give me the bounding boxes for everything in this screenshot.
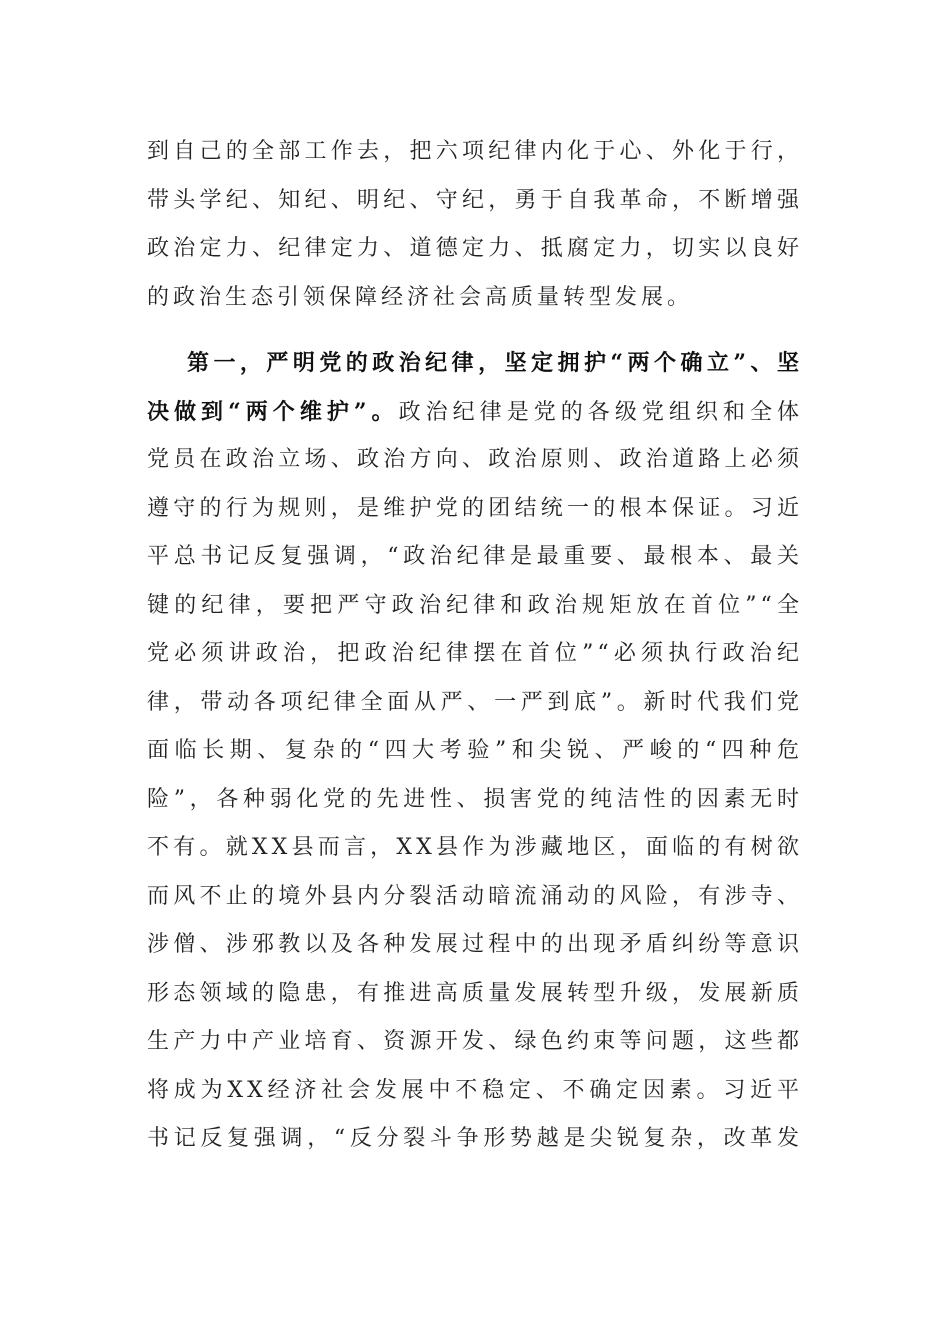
- text-line: 带头学纪、知纪、明纪、守纪，勇于自我革命，不断增强: [147, 187, 803, 213]
- document-body: [147, 128, 803, 1164]
- text-line: 生产力中产业培育、资源开发、绿色约束等问题，这些都: [147, 1029, 803, 1054]
- text-line: 不有。就XX县而言，XX县作为涉藏地区，面临的有树欲: [147, 835, 803, 860]
- text-line: 键的纪律，要把严守政治纪律和政治规矩放在首位”“全: [147, 592, 803, 618]
- section-heading-line: 第一，严明党的政治纪律，坚定拥护“两个确立”、坚: [187, 350, 803, 376]
- text-line: 的政治生态引领保障经济社会高质量转型发展。: [147, 284, 694, 310]
- text-line: 涉僧、涉邪教以及各种发展过程中的出现矛盾纠纷等意识: [147, 932, 803, 957]
- text-line: 党员在政治立场、政治方向、政治原则、政治道路上必须: [147, 447, 803, 472]
- section-heading-end: 决做到“两个维护”。: [147, 398, 399, 425]
- text-line: 政治定力、纪律定力、道德定力、抵腐定力，切实以良好: [147, 236, 803, 261]
- text-line: 书记反复强调，“反分裂斗争形势越是尖锐复杂，改革发: [147, 1126, 803, 1151]
- text-line: 形态领域的隐患，有推进高质量发展转型升级，发展新质: [147, 980, 803, 1006]
- text-line-mixed: [147, 388, 803, 437]
- text-segment: 政治纪律是党的各级党组织和全体: [398, 399, 803, 425]
- paragraph-2: [147, 339, 803, 1164]
- text-line: 面临长期、复杂的“四大考验”和尖锐、严峻的“四种危: [147, 738, 803, 763]
- text-line: 将成为XX经济社会发展中不稳定、不确定因素。习近平: [147, 1077, 803, 1103]
- text-line: 律，带动各项纪律全面从严、一严到底”。新时代我们党: [147, 689, 803, 715]
- paragraph-1: [147, 128, 803, 322]
- text-line: 党必须讲政治，把政治纪律摆在首位”“必须执行政治纪: [147, 641, 803, 666]
- text-line: 到自己的全部工作去，把六项纪律内化于心、外化于行，: [147, 139, 803, 164]
- text-line: 而风不止的境外县内分裂活动暗流涌动的风险，有涉寺、: [147, 883, 803, 909]
- text-line: 遵守的行为规则，是维护党的团结统一的根本保证。习近: [147, 495, 803, 521]
- text-line: 平总书记反复强调，“政治纪律是最重要、最根本、最关: [147, 544, 803, 569]
- text-line: 险”，各种弱化党的先进性、损害党的纯洁性的因素无时: [147, 786, 803, 812]
